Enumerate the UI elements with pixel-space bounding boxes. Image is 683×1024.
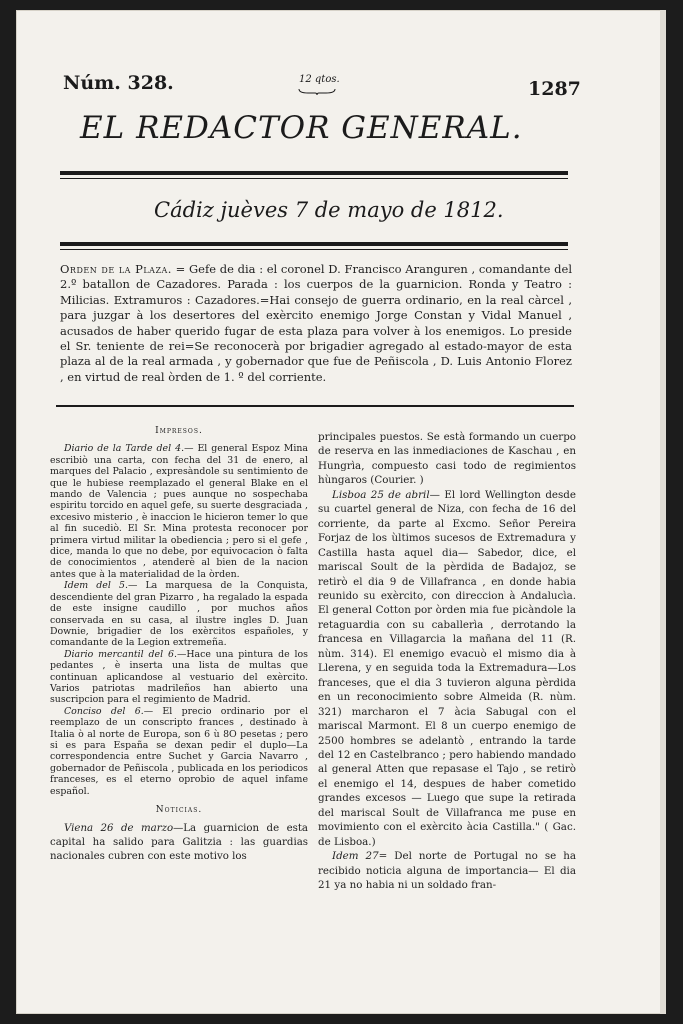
impresos-paragraph: [50, 580, 308, 648]
masthead-rule: [60, 171, 568, 179]
dateline-rule: [60, 242, 568, 250]
news-paragraph: [318, 430, 576, 488]
paragraph-text: principales puestos. Se està formando un cuerpo de reserva en las inmediaciones de Kaschau , en Hungrìa, compuesto casi todo de regimientos hùngaros (Courier. ): [318, 431, 576, 487]
noticias-heading: Noticias.: [155, 805, 203, 815]
paragraph-lead: Diario de la Tarde del 4.: [64, 443, 185, 455]
paragraph-text: —Hace una pintura de los pedantes , è inserta una lista de multas que continuan aplicandose al vestuario del exèrcito. Varios patriotas madrileños han abierto una suscripcion para el regimiento de Madrid.: [50, 648, 308, 706]
paragraph-lead: Conciso del 6.: [64, 705, 144, 717]
section-separator: [56, 405, 574, 407]
paragraph-text: = Del norte de Portugal no se ha recibido noticia alguna de importancia— El dia 21 ya no habia ni un soldado fran-: [318, 850, 576, 892]
paragraph-text: — El precio ordinario por el reemplazo de un conscripto frances , destinado à Italia ò al norte de Europa, son 6 ù 8O pesetas ; pero si es para España se dexan pedir el duplo—La correspondencia entre Suchet y Garcia Navarro , gobernador de Peñiscola , publicada en los periodicos franceses, es el eterno oprobio de aquel infame español.: [50, 705, 309, 797]
news-paragraph: [318, 849, 576, 892]
paragraph-lead: Lisboa 25 de abril: [332, 488, 430, 501]
dateline: Cádiz juèves 7 de mayo de 1812.: [154, 198, 504, 222]
issue-number: Núm. 328.: [63, 72, 174, 94]
left-column: [50, 422, 308, 864]
gathering-bracket-icon: [298, 88, 336, 95]
impresos-paragraph: [50, 706, 308, 797]
page-number: 1287: [528, 78, 581, 100]
masthead-title: EL REDACTOR GENERAL.: [80, 110, 523, 146]
paragraph-lead: Viena 26 de marzo: [64, 823, 174, 835]
paragraph-text: — El general Espoz Mina escribiò una carta, con fecha del 31 de enero, al marques del Palacio , expresàndole su sentimiento de que le hubiese reemplazado el general Blake en el mando de Valencia ; pues aunque no sospechaba espiritu torcido en aquel gefe, su suerte desgraciada , excesivo misterio , è inaccion le hicieron temer lo que al fin sucediò. El Sr. Mina protesta reconocer por primera virtud militar la obediencia ; pero si el gefe , dice, manda lo que no debe, por equivocacion ò falta de conocimientos , atenderè al bien de la nacion antes que à la materialidad de la òrden.: [50, 443, 308, 580]
right-column: [318, 430, 576, 893]
paragraph-text: — La marquesa de la Conquista, descendiente del gran Pizarro , ha regalado la espada de este insigne caudillo , por muchos años conservada en su casa, al ilustre ingles D. Juan Downie, brigadier de los exèrcitos españoles, y comandante de la Legion extremeña.: [50, 580, 308, 649]
newspaper-page: [16, 10, 666, 1014]
impresos-paragraph: [50, 443, 308, 580]
paragraph-lead: Idem del 5.: [64, 580, 128, 592]
paragraph-lead: Idem 27: [332, 850, 379, 863]
gathering-mark: 12 qtos.: [299, 74, 340, 85]
orden-text: = Gefe de dia : el coronel D. Francisco Aranguren , comandante del 2.º batallon de Cazadores. Parada : los cuerpos de la guarnicion. Ronda y Teatro : Milicias. Extramuros : Cazadores.=Hai consejo de guerra ordinario, en la real càrcel , para juzgar à los desertores del exèrcito enemigo Jorge Constan y Vidal Manuel , acusados de haber querido fugar de esta plaza para volver à los enemigos. Lo preside el Sr. teniente de rei=Se reconocerà por brigadier agregado al estado-mayor de esta plaza al de la real armada , y gobernador que fue de Peñiscola , D. Luis Antonio Florez , en virtud de real òrden de 1. º del corriente.: [60, 262, 572, 384]
page-edge: [660, 10, 666, 1014]
noticias-paragraph: [50, 822, 308, 864]
orden-de-la-plaza: [60, 262, 572, 385]
impresos-heading: Impresos.: [155, 426, 203, 436]
news-paragraph: [318, 488, 576, 849]
impresos-paragraph: [50, 649, 308, 706]
paragraph-text: —La guarnicion de esta capital ha salido para Galitzia : las guardias nacionales cubren con este motivo los: [50, 823, 308, 863]
paragraph-lead: Diario mercantil del 6.: [64, 648, 177, 660]
paragraph-text: — El lord Wellington desde su cuartel general de Niza, con fecha de 16 del corriente, da parte al Excmo. Señor Pereira Forjaz de los ùltimos sucesos de Extremadura y Castilla hasta aquel dia— Sabedor, dice, el mariscal Soult de la pèrdida de Badajoz, se retirò el dia 9 de Villafranca , en donde habia reunido su exèrcito, con direccion à Andalucìa. El general Cotton por òrden mia fue picàndole la retaguardia con su caballerìa , derrotando la francesa en Villagarcia la mañana del 11 (R. nùm. 314). El enemigo evacuò el mismo dia à Llerena, y en seguida toda la Extremadura—Los franceses, que el dia 3 tuvieron alguna pèrdida en un reconocimiento sobre Almeida (R. nùm. 321) marcharon el 7 àcia Sabugal con el mariscal Marmont. El 8 un cuerpo enemigo de 2500 hombres se adelantò , entrando la tarde del 12 en Castelbranco ; pero habiendo mandado al general Atten que repasase el Tajo , se retirò el enemigo el 14, despues de haber cometido grandes excesos — Luego que supe la retirada del mariscal Soult de Villafranca me puse en movimiento con el exèrcito àcia Castilla." ( Gac. de Lisboa.): [318, 488, 576, 848]
orden-lead: Orden de la Plaza.: [60, 262, 172, 276]
